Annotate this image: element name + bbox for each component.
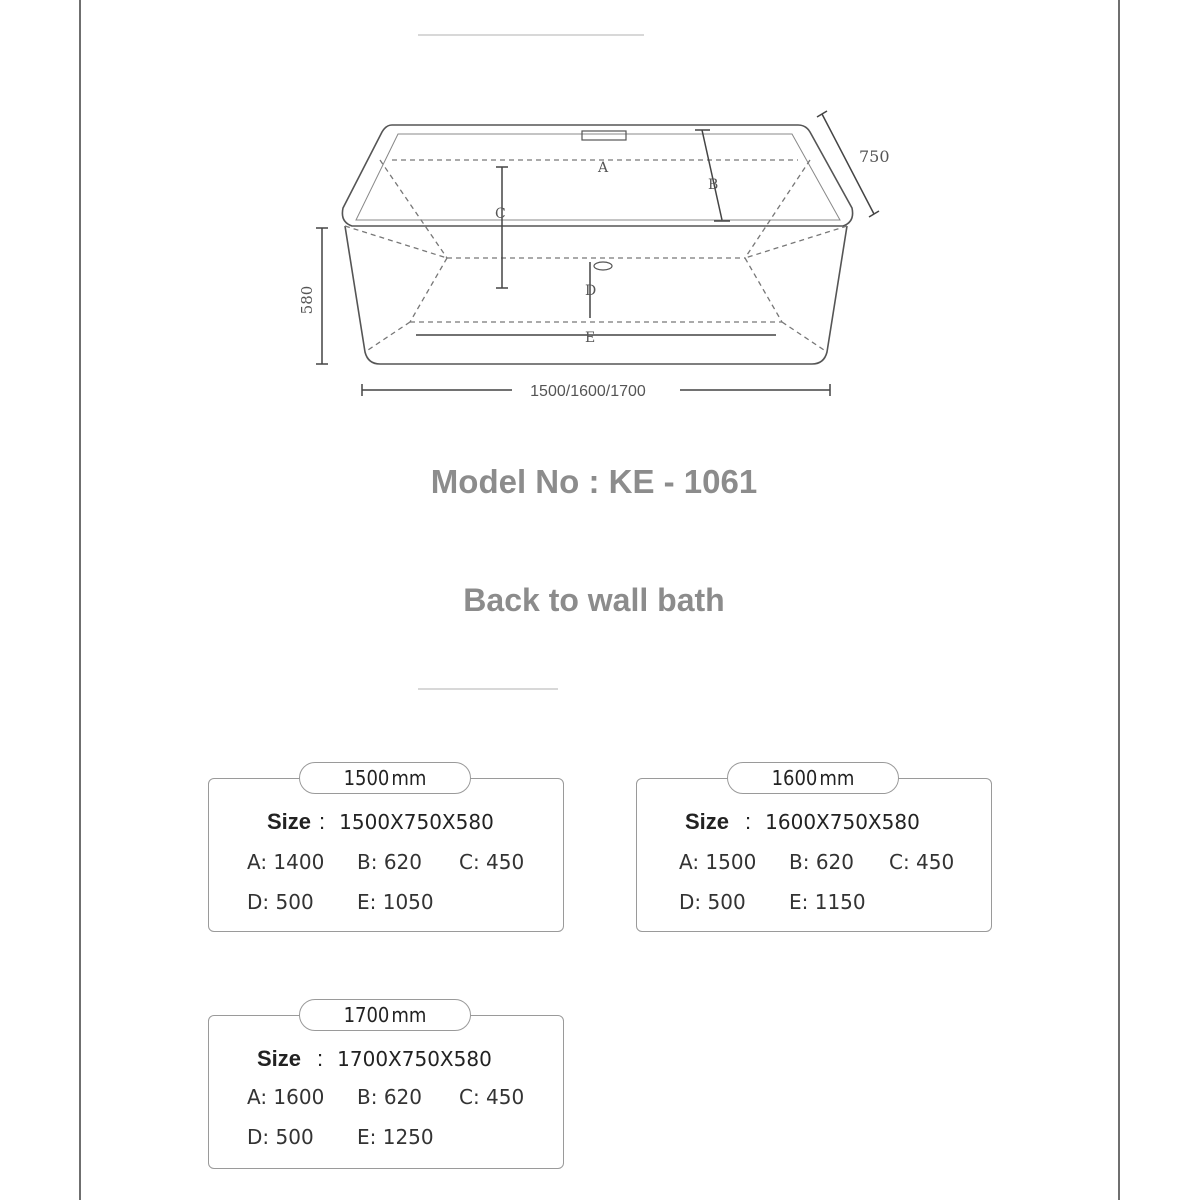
middle-divider <box>418 688 558 690</box>
size-card-1600 <box>636 766 992 932</box>
hidden-line-floor-left-edge <box>365 322 410 352</box>
card-size-unit: mm <box>819 766 855 790</box>
card-size-unit: mm <box>391 766 427 790</box>
depth-dimension-label: 750 <box>859 147 890 166</box>
dimension-c: C: 450 <box>459 1085 525 1109</box>
dimension-e: E: 1050 <box>357 890 434 914</box>
label-e: E <box>585 330 596 346</box>
hidden-line-basin-left-side <box>345 226 447 258</box>
dimension-c: C: 450 <box>889 850 955 874</box>
bathtub-inner-rim <box>356 134 840 220</box>
size-value: 1600X750X580 <box>765 810 920 834</box>
size-row: Size : 1700X750X580 <box>257 1046 492 1071</box>
size-row: Size : 1500X750X580 <box>267 809 494 834</box>
label-c: C <box>495 206 506 222</box>
dimension-d: D: 500 <box>247 1125 314 1149</box>
dimension-a: A: 1500 <box>679 850 757 874</box>
card-size-number: 1700 <box>343 1003 390 1027</box>
label-a: A <box>598 160 609 176</box>
dimension-b: B: 620 <box>789 850 854 874</box>
card-size-number: 1500 <box>343 766 390 790</box>
length-dimension-label: 1500/1600/1700 <box>530 383 646 400</box>
size-label: Size <box>685 809 730 834</box>
bath-type-title: Back to wall bath <box>463 582 725 618</box>
label-b: B <box>708 177 719 193</box>
bathtub-technical-drawing <box>0 0 1200 430</box>
dimension-b-line <box>702 130 722 220</box>
hidden-line-floor-right <box>745 258 782 322</box>
hidden-line-floor-right-edge <box>782 322 827 352</box>
card-size-tab <box>299 999 471 1031</box>
size-value: 1700X750X580 <box>337 1047 492 1071</box>
drain-hole <box>594 262 612 270</box>
size-row: Size : 1600X750X580 <box>685 809 920 834</box>
hidden-line-basin-right-side <box>745 226 847 258</box>
dimension-d: D: 500 <box>247 890 314 914</box>
overflow-slot <box>582 131 626 140</box>
dimension-d: D: 500 <box>679 890 746 914</box>
dimension-e: E: 1250 <box>357 1125 434 1149</box>
size-label: Size <box>257 1046 302 1071</box>
size-label: Size <box>267 809 312 834</box>
hidden-line-basin-left-top <box>380 160 447 258</box>
dimension-a: A: 1400 <box>247 850 325 874</box>
dimension-c: C: 450 <box>459 850 525 874</box>
size-card-1700 <box>208 1003 564 1169</box>
dimension-b: B: 620 <box>357 850 422 874</box>
card-size-number: 1600 <box>771 766 818 790</box>
size-card-1500 <box>208 766 564 932</box>
dimension-e: E: 1150 <box>789 890 866 914</box>
card-size-unit: mm <box>391 1003 427 1027</box>
model-number-title: Model No : KE - 1061 <box>430 463 758 500</box>
card-size-tab <box>727 762 899 794</box>
height-dimension-label: 580 <box>298 285 316 315</box>
label-d: D <box>585 283 597 299</box>
dimension-b: B: 620 <box>357 1085 422 1109</box>
card-size-tab <box>299 762 471 794</box>
hidden-line-floor-left <box>410 258 447 322</box>
hidden-line-basin-right-top <box>745 160 810 258</box>
size-value: 1500X750X580 <box>339 810 494 834</box>
dimension-a: A: 1600 <box>247 1085 325 1109</box>
